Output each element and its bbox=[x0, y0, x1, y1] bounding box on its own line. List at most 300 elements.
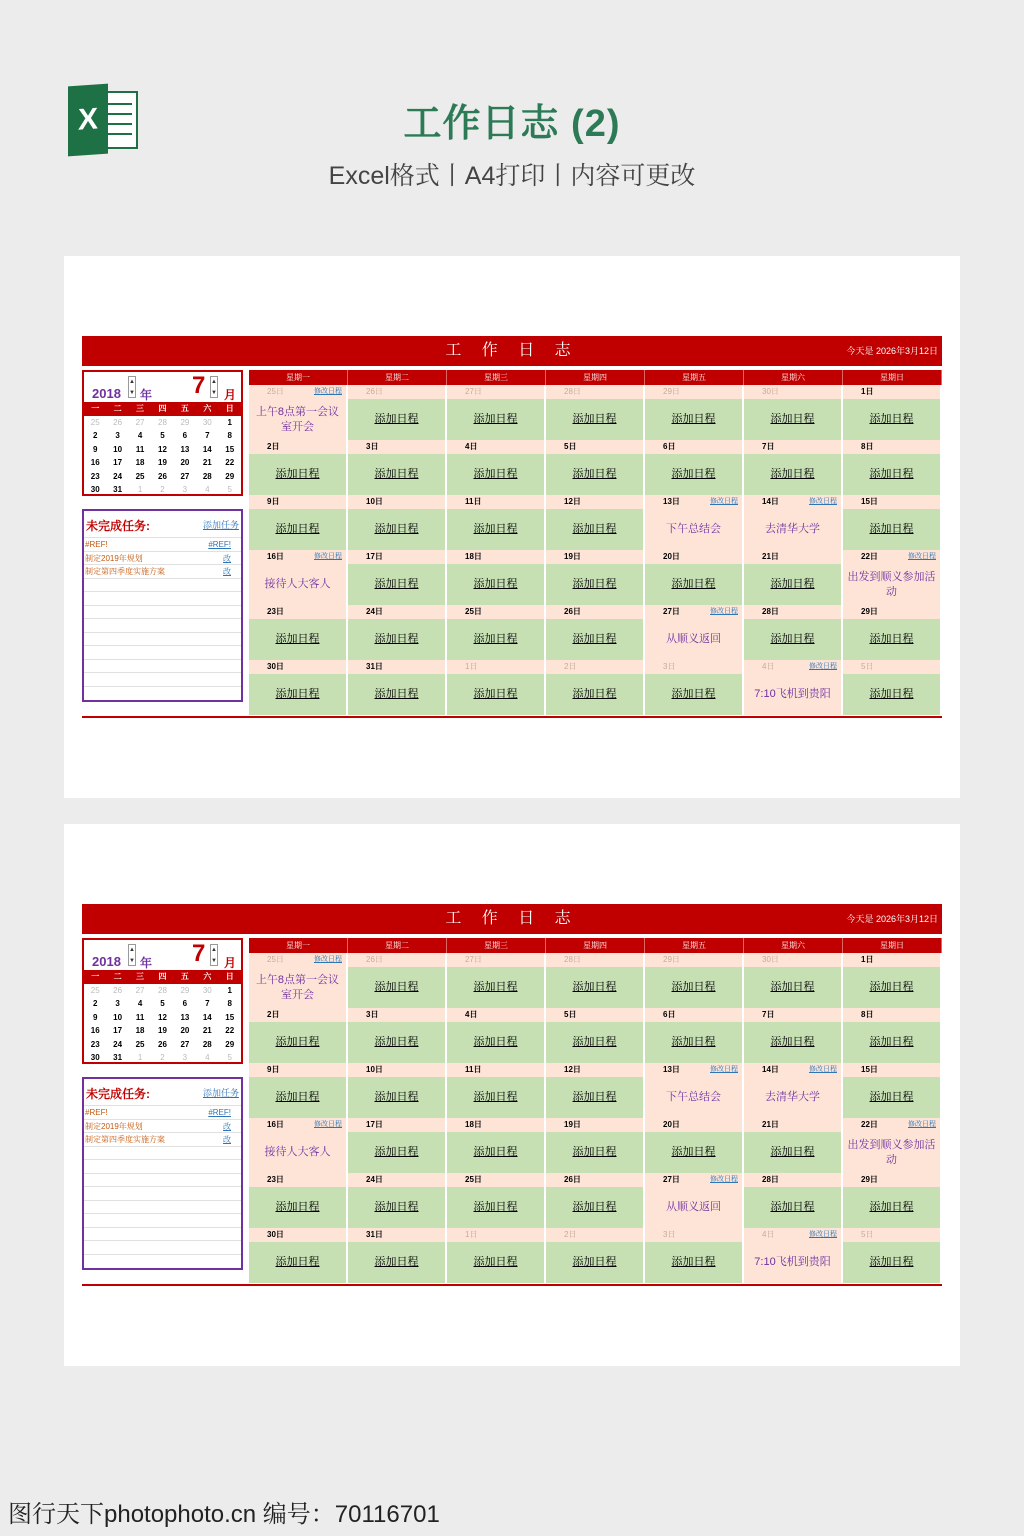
mini-day[interactable]: 27 bbox=[180, 1039, 190, 1049]
add-schedule-link[interactable]: 添加日程 bbox=[447, 399, 544, 440]
mini-calendar bbox=[82, 938, 243, 1064]
mini-day[interactable]: 13 bbox=[180, 444, 190, 454]
add-schedule-link[interactable]: 添加日程 bbox=[546, 1242, 643, 1283]
day-cell[interactable] bbox=[348, 1063, 447, 1118]
day-cell[interactable] bbox=[645, 660, 744, 715]
schedule-event[interactable]: 出发到顺义参加活动 bbox=[843, 564, 940, 605]
mini-day[interactable]: 1 bbox=[137, 1053, 143, 1062]
day-cell[interactable] bbox=[348, 385, 447, 440]
add-schedule-link[interactable]: 添加日程 bbox=[744, 967, 841, 1008]
day-date: 2日 bbox=[267, 1010, 280, 1019]
edit-task-link[interactable]: #REF! bbox=[208, 540, 231, 549]
mini-day[interactable]: 7 bbox=[205, 999, 210, 1008]
add-schedule-link[interactable]: 添加日程 bbox=[447, 509, 544, 550]
add-schedule-link[interactable]: 添加日程 bbox=[348, 399, 445, 440]
day-cell[interactable] bbox=[546, 605, 645, 660]
day-cell[interactable] bbox=[744, 1173, 843, 1228]
add-schedule-link[interactable]: 添加日程 bbox=[348, 454, 445, 495]
add-schedule-link[interactable]: 添加日程 bbox=[348, 967, 445, 1008]
mini-day[interactable]: 29 bbox=[180, 985, 190, 995]
mini-day[interactable]: 10 bbox=[113, 1012, 123, 1022]
mini-day[interactable]: 23 bbox=[90, 471, 100, 481]
year-spinner[interactable]: ▲ ▼ bbox=[128, 376, 136, 398]
add-schedule-link[interactable]: 添加日程 bbox=[645, 1022, 742, 1063]
add-schedule-link[interactable]: 添加日程 bbox=[843, 1077, 940, 1118]
day-cell[interactable] bbox=[447, 495, 546, 550]
day-cell[interactable] bbox=[546, 1173, 645, 1228]
day-cell[interactable] bbox=[447, 660, 546, 715]
mini-day[interactable]: 24 bbox=[113, 471, 123, 481]
task-row-empty bbox=[84, 632, 241, 646]
edit-schedule-link[interactable]: 修改日程 bbox=[809, 498, 837, 505]
add-schedule-link[interactable]: 添加日程 bbox=[645, 1242, 742, 1283]
day-cell[interactable] bbox=[744, 660, 843, 715]
mini-day[interactable]: 4 bbox=[137, 431, 143, 440]
edit-schedule-link[interactable]: 修改日程 bbox=[908, 1121, 936, 1128]
mini-day[interactable]: 30 bbox=[202, 417, 212, 427]
mini-day[interactable]: 9 bbox=[92, 444, 98, 454]
mini-day[interactable]: 26 bbox=[158, 1039, 167, 1049]
day-cell[interactable] bbox=[447, 1173, 546, 1228]
add-schedule-link[interactable]: 添加日程 bbox=[447, 967, 544, 1008]
day-date: 8日 bbox=[861, 1010, 874, 1019]
add-schedule-link[interactable]: 添加日程 bbox=[546, 509, 643, 550]
schedule-event[interactable]: 去清华大学 bbox=[744, 1077, 841, 1118]
mini-day[interactable]: 2 bbox=[160, 485, 165, 494]
sheet-bottom-border bbox=[82, 1284, 942, 1286]
day-cell[interactable] bbox=[249, 550, 348, 605]
schedule-event[interactable]: 7:10飞机到贵阳 bbox=[744, 674, 841, 715]
day-cell[interactable] bbox=[645, 1228, 744, 1283]
add-schedule-link[interactable]: 添加日程 bbox=[744, 454, 841, 495]
add-schedule-link[interactable]: 添加日程 bbox=[843, 454, 940, 495]
mini-day[interactable]: 5 bbox=[227, 485, 232, 494]
day-cell[interactable] bbox=[546, 1063, 645, 1118]
mini-day[interactable]: 2 bbox=[92, 999, 98, 1008]
mini-day[interactable]: 27 bbox=[135, 985, 145, 995]
day-cell[interactable] bbox=[645, 1008, 744, 1063]
month-spinner[interactable]: ▲ ▼ bbox=[210, 376, 218, 398]
mini-day[interactable]: 12 bbox=[158, 1012, 167, 1022]
edit-schedule-link[interactable]: 修改日程 bbox=[809, 1231, 837, 1238]
add-schedule-link[interactable]: 添加日程 bbox=[843, 967, 940, 1008]
day-cell[interactable] bbox=[546, 440, 645, 495]
add-schedule-link[interactable]: 添加日程 bbox=[348, 1187, 445, 1228]
day-cell[interactable] bbox=[447, 953, 546, 1008]
day-cell[interactable] bbox=[348, 1228, 447, 1283]
schedule-event[interactable]: 上午8点第一会议室开会 bbox=[249, 967, 346, 1008]
add-schedule-link[interactable]: 添加日程 bbox=[348, 564, 445, 605]
title-banner bbox=[82, 904, 942, 934]
mini-day[interactable]: 26 bbox=[113, 985, 123, 995]
add-schedule-link[interactable]: 添加日程 bbox=[744, 1132, 841, 1173]
add-schedule-link[interactable]: 添加日程 bbox=[348, 1132, 445, 1173]
mini-day[interactable]: 18 bbox=[135, 458, 145, 467]
mini-day[interactable]: 16 bbox=[90, 1026, 100, 1035]
add-schedule-link[interactable]: 添加日程 bbox=[447, 1022, 544, 1063]
day-cell-header bbox=[546, 385, 643, 399]
mini-day[interactable]: 4 bbox=[205, 1053, 210, 1062]
mini-day[interactable]: 13 bbox=[180, 1012, 190, 1022]
add-schedule-link[interactable]: 添加日程 bbox=[348, 619, 445, 660]
add-schedule-link[interactable]: 添加日程 bbox=[744, 1022, 841, 1063]
day-cell[interactable] bbox=[546, 385, 645, 440]
mini-day[interactable]: 16 bbox=[90, 458, 100, 467]
mini-day[interactable]: 24 bbox=[113, 1039, 123, 1049]
add-schedule-link[interactable]: 添加日程 bbox=[249, 1242, 346, 1283]
day-cell[interactable] bbox=[645, 953, 744, 1008]
mini-day[interactable]: 3 bbox=[182, 1053, 188, 1062]
day-cell[interactable] bbox=[348, 1118, 447, 1173]
day-cell[interactable] bbox=[546, 1228, 645, 1283]
day-cell[interactable] bbox=[645, 385, 744, 440]
day-cell[interactable] bbox=[645, 550, 744, 605]
mini-day[interactable]: 14 bbox=[202, 1012, 212, 1022]
day-cell[interactable] bbox=[447, 605, 546, 660]
add-schedule-link[interactable]: 添加日程 bbox=[843, 674, 940, 715]
mini-day[interactable]: 26 bbox=[113, 417, 123, 427]
day-cell[interactable] bbox=[249, 1063, 348, 1118]
day-cell[interactable] bbox=[843, 550, 942, 605]
day-cell[interactable] bbox=[249, 1118, 348, 1173]
day-cell[interactable] bbox=[843, 495, 942, 550]
mini-day[interactable]: 17 bbox=[113, 458, 123, 467]
day-cell[interactable] bbox=[645, 1118, 744, 1173]
mini-day[interactable]: 30 bbox=[90, 485, 100, 494]
mini-day[interactable]: 30 bbox=[90, 1053, 100, 1062]
add-schedule-link[interactable]: 添加日程 bbox=[447, 1242, 544, 1283]
mini-day[interactable]: 28 bbox=[202, 471, 212, 481]
day-cell[interactable] bbox=[645, 1173, 744, 1228]
add-schedule-link[interactable]: 添加日程 bbox=[843, 1242, 940, 1283]
day-cell-header bbox=[843, 1228, 940, 1242]
day-cell[interactable] bbox=[447, 1063, 546, 1118]
add-schedule-link[interactable]: 添加日程 bbox=[645, 1132, 742, 1173]
mini-day[interactable]: 22 bbox=[225, 458, 235, 467]
edit-schedule-link[interactable]: 修改日程 bbox=[314, 388, 342, 395]
day-cell[interactable] bbox=[348, 1008, 447, 1063]
add-schedule-link[interactable]: 添加日程 bbox=[744, 399, 841, 440]
mini-day[interactable]: 4 bbox=[137, 999, 143, 1008]
mini-day[interactable]: 28 bbox=[158, 985, 167, 995]
week-row bbox=[249, 953, 942, 1008]
mini-day[interactable]: 31 bbox=[113, 1053, 123, 1062]
edit-schedule-link[interactable]: 修改日程 bbox=[710, 1176, 738, 1183]
day-cell[interactable] bbox=[249, 385, 348, 440]
mini-day[interactable]: 11 bbox=[135, 444, 145, 454]
day-cell[interactable] bbox=[645, 605, 744, 660]
mini-weekday: 五 bbox=[180, 404, 189, 413]
day-cell[interactable] bbox=[744, 1118, 843, 1173]
schedule-event[interactable]: 去清华大学 bbox=[744, 509, 841, 550]
day-cell[interactable] bbox=[249, 1173, 348, 1228]
mini-day[interactable]: 28 bbox=[202, 1039, 212, 1049]
mini-day[interactable]: 30 bbox=[202, 985, 212, 995]
day-cell[interactable] bbox=[249, 495, 348, 550]
day-cell[interactable] bbox=[447, 440, 546, 495]
day-cell[interactable] bbox=[843, 440, 942, 495]
edit-schedule-link[interactable]: 修改日程 bbox=[710, 498, 738, 505]
day-cell[interactable] bbox=[546, 1118, 645, 1173]
schedule-event[interactable]: 下午总结会 bbox=[645, 1077, 742, 1118]
day-cell[interactable] bbox=[843, 1173, 942, 1228]
mini-day[interactable]: 6 bbox=[182, 999, 188, 1008]
edit-schedule-link[interactable]: 修改日程 bbox=[809, 1066, 837, 1073]
mini-day[interactable]: 4 bbox=[205, 485, 210, 494]
day-cell[interactable] bbox=[249, 953, 348, 1008]
add-schedule-link[interactable]: 添加日程 bbox=[348, 674, 445, 715]
day-cell[interactable] bbox=[447, 1008, 546, 1063]
edit-schedule-link[interactable]: 修改日程 bbox=[314, 956, 342, 963]
add-schedule-link[interactable]: 添加日程 bbox=[546, 1132, 643, 1173]
add-schedule-link[interactable]: 添加日程 bbox=[546, 619, 643, 660]
day-cell[interactable] bbox=[843, 1063, 942, 1118]
day-date: 12日 bbox=[564, 497, 581, 506]
mini-day[interactable]: 20 bbox=[180, 458, 190, 467]
add-schedule-link[interactable]: 添加日程 bbox=[546, 1022, 643, 1063]
mini-day[interactable]: 22 bbox=[225, 1026, 235, 1035]
day-cell[interactable] bbox=[546, 660, 645, 715]
year-spinner[interactable]: ▲ ▼ bbox=[128, 944, 136, 966]
day-cell[interactable] bbox=[348, 495, 447, 550]
add-schedule-link[interactable]: 添加日程 bbox=[546, 564, 643, 605]
task-row-empty bbox=[84, 1186, 241, 1200]
day-cell[interactable] bbox=[348, 440, 447, 495]
mini-day[interactable]: 15 bbox=[225, 444, 235, 454]
schedule-event[interactable]: 上午8点第一会议室开会 bbox=[249, 399, 346, 440]
add-schedule-link[interactable]: 添加日程 bbox=[447, 564, 544, 605]
mini-day[interactable]: 23 bbox=[90, 1039, 100, 1049]
add-schedule-link[interactable]: 添加日程 bbox=[645, 967, 742, 1008]
mini-day[interactable]: 26 bbox=[158, 471, 167, 481]
mini-weekday: 四 bbox=[158, 972, 167, 981]
mini-day[interactable]: 17 bbox=[113, 1026, 123, 1035]
day-cell[interactable] bbox=[843, 1008, 942, 1063]
day-cell[interactable] bbox=[843, 660, 942, 715]
add-schedule-link[interactable]: 添加日程 bbox=[546, 967, 643, 1008]
schedule-event[interactable]: 从顺义返回 bbox=[645, 1187, 742, 1228]
add-schedule-link[interactable]: 添加日程 bbox=[546, 1077, 643, 1118]
edit-task-link[interactable]: #REF! bbox=[208, 1108, 231, 1117]
add-schedule-link[interactable]: 添加日程 bbox=[546, 1187, 643, 1228]
mini-day[interactable]: 27 bbox=[180, 471, 190, 481]
mini-calendar bbox=[82, 370, 243, 496]
add-schedule-link[interactable]: 添加日程 bbox=[645, 564, 742, 605]
schedule-event[interactable]: 从顺义返回 bbox=[645, 619, 742, 660]
mini-day[interactable]: 25 bbox=[90, 985, 100, 995]
task-row-empty bbox=[84, 1254, 241, 1268]
day-cell[interactable] bbox=[843, 605, 942, 660]
mini-day[interactable]: 3 bbox=[115, 431, 120, 440]
mini-day[interactable]: 5 bbox=[227, 1053, 232, 1062]
day-cell[interactable] bbox=[744, 550, 843, 605]
day-cell[interactable] bbox=[843, 1228, 942, 1283]
mini-day[interactable]: 31 bbox=[113, 485, 123, 494]
day-cell[interactable] bbox=[447, 1118, 546, 1173]
schedule-event[interactable]: 接待人大客人 bbox=[249, 564, 346, 605]
day-cell-header bbox=[744, 1228, 841, 1242]
add-schedule-link[interactable]: 添加日程 bbox=[447, 1132, 544, 1173]
mini-day[interactable]: 11 bbox=[135, 1012, 145, 1022]
day-cell-header bbox=[546, 1173, 643, 1187]
day-cell[interactable] bbox=[744, 1228, 843, 1283]
mini-day[interactable]: 3 bbox=[182, 485, 188, 494]
add-schedule-link[interactable]: 添加日程 bbox=[348, 1077, 445, 1118]
day-cell[interactable] bbox=[843, 385, 942, 440]
mini-day[interactable]: 14 bbox=[202, 444, 212, 454]
add-schedule-link[interactable]: 添加日程 bbox=[447, 1187, 544, 1228]
edit-schedule-link[interactable]: 修改日程 bbox=[809, 663, 837, 670]
mini-day[interactable]: 25 bbox=[90, 417, 100, 427]
day-cell-header bbox=[447, 495, 544, 509]
day-cell[interactable] bbox=[249, 440, 348, 495]
day-cell[interactable] bbox=[546, 1008, 645, 1063]
mini-day[interactable]: 27 bbox=[135, 417, 145, 427]
day-cell[interactable] bbox=[744, 953, 843, 1008]
mini-day[interactable]: 10 bbox=[113, 444, 123, 454]
mini-day[interactable]: 1 bbox=[227, 417, 232, 427]
mini-day[interactable]: 28 bbox=[158, 417, 167, 427]
schedule-event[interactable]: 接待人大客人 bbox=[249, 1132, 346, 1173]
add-schedule-link[interactable]: 添加日程 bbox=[744, 619, 841, 660]
mini-day[interactable]: 25 bbox=[135, 1039, 145, 1049]
day-cell[interactable] bbox=[249, 660, 348, 715]
mini-day[interactable]: 29 bbox=[225, 1039, 235, 1049]
mini-day[interactable]: 9 bbox=[92, 1012, 98, 1022]
day-cell[interactable] bbox=[447, 1228, 546, 1283]
schedule-event[interactable]: 7:10飞机到贵阳 bbox=[744, 1242, 841, 1283]
add-schedule-link[interactable]: 添加日程 bbox=[249, 509, 346, 550]
add-schedule-link[interactable]: 添加日程 bbox=[447, 454, 544, 495]
mini-day[interactable]: 20 bbox=[180, 1026, 190, 1035]
add-schedule-link[interactable]: 添加日程 bbox=[744, 1187, 841, 1228]
day-cell[interactable] bbox=[447, 550, 546, 605]
schedule-event[interactable]: 下午总结会 bbox=[645, 509, 742, 550]
edit-task-link[interactable]: 改 bbox=[223, 553, 231, 563]
day-cell[interactable] bbox=[744, 495, 843, 550]
day-cell[interactable] bbox=[843, 1118, 942, 1173]
mini-day[interactable]: 8 bbox=[227, 999, 232, 1008]
mini-day[interactable]: 21 bbox=[202, 458, 212, 467]
add-schedule-link[interactable]: 添加日程 bbox=[546, 399, 643, 440]
add-schedule-link[interactable]: 添加日程 bbox=[249, 1077, 346, 1118]
day-cell[interactable] bbox=[744, 1063, 843, 1118]
mini-day[interactable]: 2 bbox=[92, 431, 98, 440]
day-cell-header bbox=[744, 660, 841, 674]
mini-day[interactable]: 29 bbox=[180, 417, 190, 427]
add-task-link[interactable]: 添加任务 bbox=[202, 520, 239, 530]
day-cell[interactable] bbox=[348, 550, 447, 605]
day-cell[interactable] bbox=[645, 440, 744, 495]
week-row bbox=[249, 605, 942, 660]
mini-day[interactable]: 3 bbox=[115, 999, 120, 1008]
add-schedule-link[interactable]: 添加日程 bbox=[546, 674, 643, 715]
mini-day[interactable]: 2 bbox=[160, 1053, 165, 1062]
schedule-event[interactable]: 出发到顺义参加活动 bbox=[843, 1132, 940, 1173]
day-cell[interactable] bbox=[348, 605, 447, 660]
day-cell[interactable] bbox=[546, 953, 645, 1008]
day-cell[interactable] bbox=[645, 1063, 744, 1118]
edit-task-link[interactable]: 改 bbox=[223, 1135, 231, 1144]
mini-day[interactable]: 19 bbox=[158, 458, 167, 467]
day-cell[interactable] bbox=[744, 1008, 843, 1063]
mini-day[interactable]: 29 bbox=[225, 471, 235, 481]
add-task-link[interactable]: 添加任务 bbox=[202, 1088, 239, 1098]
day-cell[interactable] bbox=[249, 1008, 348, 1063]
mini-day[interactable]: 21 bbox=[202, 1026, 212, 1035]
add-schedule-link[interactable]: 添加日程 bbox=[447, 674, 544, 715]
add-schedule-link[interactable]: 添加日程 bbox=[348, 1022, 445, 1063]
add-schedule-link[interactable]: 添加日程 bbox=[249, 1022, 346, 1063]
day-cell[interactable] bbox=[348, 953, 447, 1008]
add-schedule-link[interactable]: 添加日程 bbox=[348, 1242, 445, 1283]
mini-day[interactable]: 12 bbox=[158, 444, 167, 454]
day-cell[interactable] bbox=[546, 550, 645, 605]
edit-schedule-link[interactable]: 修改日程 bbox=[710, 608, 738, 615]
day-cell-header bbox=[348, 550, 445, 564]
add-schedule-link[interactable]: 添加日程 bbox=[546, 454, 643, 495]
add-schedule-link[interactable]: 添加日程 bbox=[843, 399, 940, 440]
month-spinner[interactable]: ▲ ▼ bbox=[210, 944, 218, 966]
add-schedule-link[interactable]: 添加日程 bbox=[645, 674, 742, 715]
edit-schedule-link[interactable]: 修改日程 bbox=[314, 1121, 342, 1128]
add-schedule-link[interactable]: 添加日程 bbox=[645, 454, 742, 495]
add-schedule-link[interactable]: 添加日程 bbox=[249, 674, 346, 715]
add-schedule-link[interactable]: 添加日程 bbox=[249, 1187, 346, 1228]
day-cell[interactable] bbox=[744, 385, 843, 440]
mini-day[interactable]: 7 bbox=[205, 431, 210, 440]
add-schedule-link[interactable]: 添加日程 bbox=[249, 454, 346, 495]
add-schedule-link[interactable]: 添加日程 bbox=[447, 619, 544, 660]
day-cell[interactable] bbox=[348, 660, 447, 715]
day-cell[interactable] bbox=[447, 385, 546, 440]
add-schedule-link[interactable]: 添加日程 bbox=[249, 619, 346, 660]
add-schedule-link[interactable]: 添加日程 bbox=[744, 564, 841, 605]
day-cell[interactable] bbox=[249, 605, 348, 660]
edit-task-link[interactable]: 改 bbox=[223, 567, 231, 576]
add-schedule-link[interactable]: 添加日程 bbox=[843, 1022, 940, 1063]
mini-day[interactable]: 6 bbox=[182, 431, 188, 440]
add-schedule-link[interactable]: 添加日程 bbox=[843, 1187, 940, 1228]
day-cell[interactable] bbox=[348, 1173, 447, 1228]
mini-day[interactable]: 25 bbox=[135, 471, 145, 481]
mini-day[interactable]: 5 bbox=[160, 999, 165, 1008]
day-cell[interactable] bbox=[843, 953, 942, 1008]
add-schedule-link[interactable]: 添加日程 bbox=[843, 509, 940, 550]
day-cell[interactable] bbox=[546, 495, 645, 550]
mini-day[interactable]: 5 bbox=[160, 431, 165, 440]
day-cell[interactable] bbox=[744, 605, 843, 660]
mini-day[interactable]: 15 bbox=[225, 1012, 235, 1022]
edit-schedule-link[interactable]: 修改日程 bbox=[908, 553, 936, 560]
mini-day[interactable]: 19 bbox=[158, 1026, 167, 1035]
day-cell[interactable] bbox=[249, 1228, 348, 1283]
add-schedule-link[interactable]: 添加日程 bbox=[645, 399, 742, 440]
mini-day[interactable]: 1 bbox=[137, 485, 143, 494]
day-cell[interactable] bbox=[645, 495, 744, 550]
add-schedule-link[interactable]: 添加日程 bbox=[447, 1077, 544, 1118]
day-date: 16日 bbox=[267, 1120, 284, 1129]
edit-task-link[interactable]: 改 bbox=[223, 1121, 231, 1131]
mini-day[interactable]: 1 bbox=[227, 985, 232, 995]
mini-day[interactable]: 18 bbox=[135, 1026, 145, 1035]
add-schedule-link[interactable]: 添加日程 bbox=[348, 509, 445, 550]
mini-day[interactable]: 8 bbox=[227, 431, 232, 440]
edit-schedule-link[interactable]: 修改日程 bbox=[314, 553, 342, 560]
edit-schedule-link[interactable]: 修改日程 bbox=[710, 1066, 738, 1073]
day-cell[interactable] bbox=[744, 440, 843, 495]
add-schedule-link[interactable]: 添加日程 bbox=[843, 619, 940, 660]
